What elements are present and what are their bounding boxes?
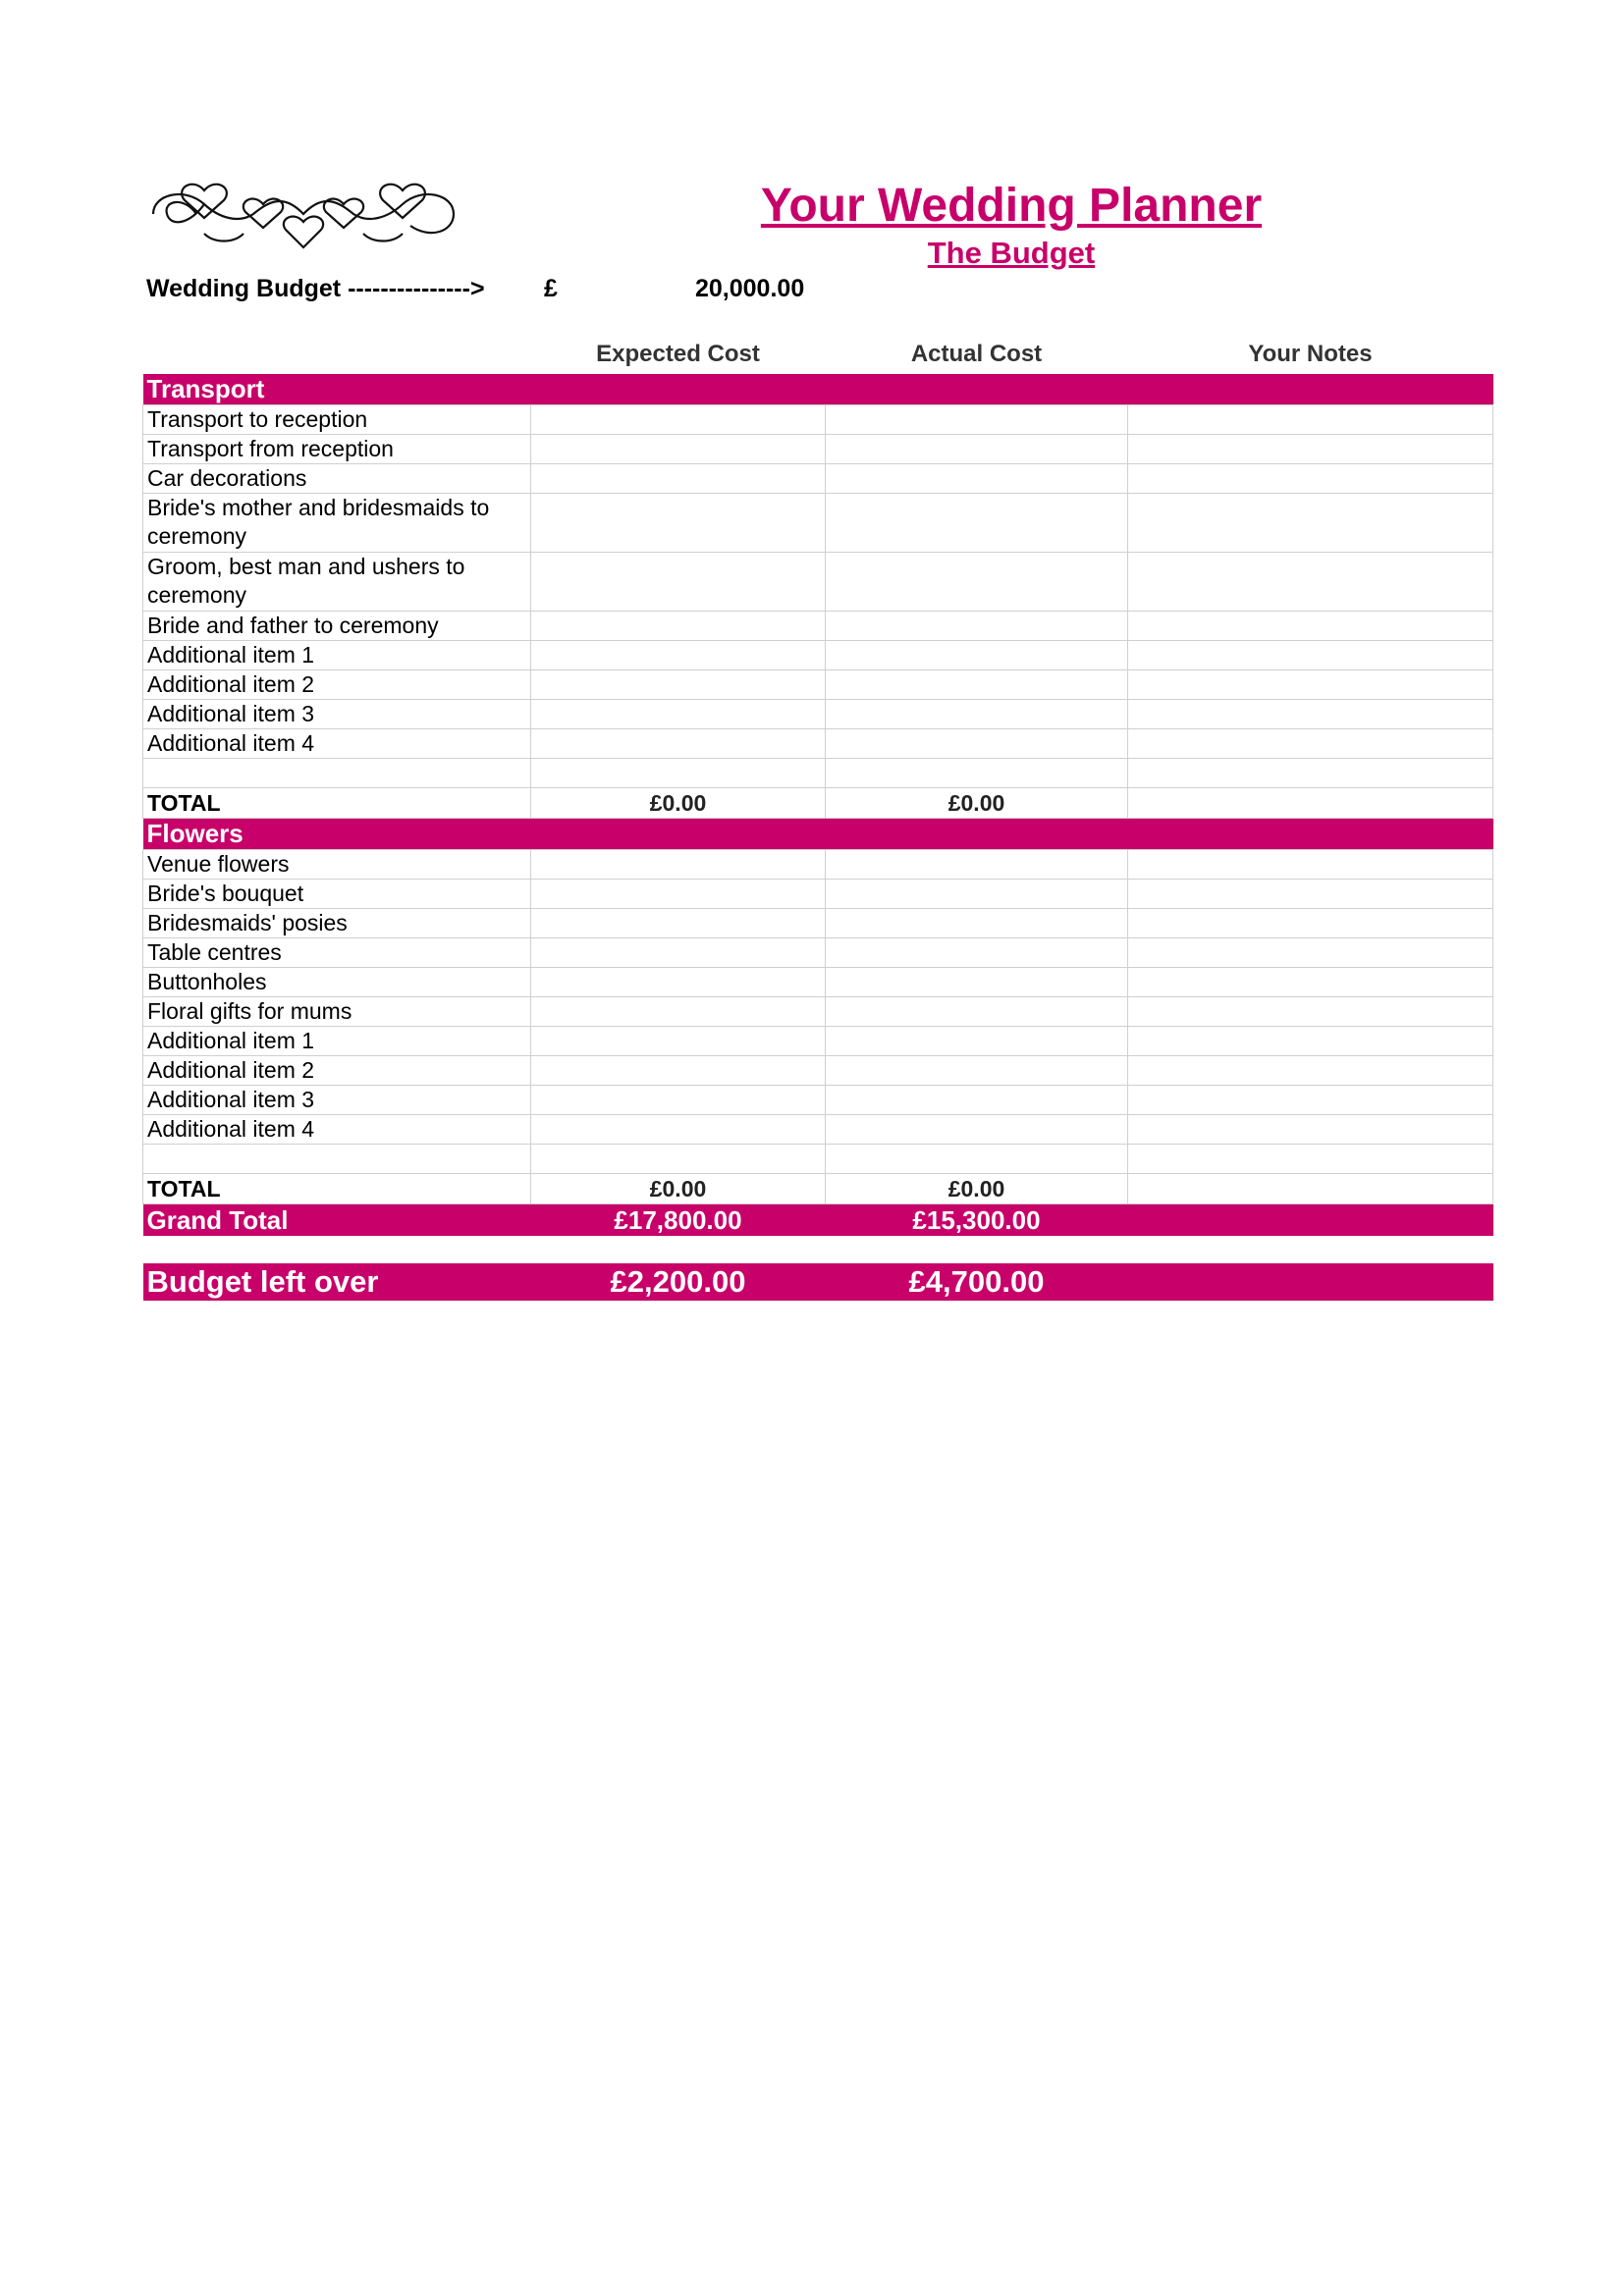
budget-left-notes	[1128, 1263, 1493, 1301]
expected-cost-cell[interactable]	[531, 938, 826, 968]
item-label: Additional item 2	[143, 1056, 531, 1086]
expected-cost-cell[interactable]	[531, 700, 826, 729]
actual-cost-cell[interactable]	[826, 494, 1128, 553]
actual-cost-cell[interactable]	[826, 435, 1128, 464]
table-row	[143, 494, 1493, 553]
grand-total-notes	[1128, 1204, 1493, 1237]
total-notes	[1128, 788, 1493, 819]
blank-row	[143, 1145, 1493, 1174]
notes-cell[interactable]	[1128, 464, 1493, 494]
budget-table	[142, 335, 1493, 1301]
actual-cost-cell[interactable]	[826, 880, 1128, 909]
expected-cost-cell[interactable]	[531, 1115, 826, 1145]
notes-cell[interactable]	[1128, 700, 1493, 729]
expected-cost-cell[interactable]	[531, 612, 826, 641]
expected-cost-cell[interactable]	[531, 494, 826, 553]
notes-cell[interactable]	[1128, 1086, 1493, 1115]
notes-cell[interactable]	[1128, 494, 1493, 553]
column-header-notes: Your Notes	[1248, 341, 1373, 367]
grand-total-label: Grand Total	[143, 1204, 531, 1237]
total-actual: £0.00	[826, 1174, 1128, 1204]
wedding-budget-amount[interactable]: 20,000.00	[695, 275, 805, 302]
actual-cost-cell[interactable]	[826, 612, 1128, 641]
expected-cost-cell[interactable]	[531, 553, 826, 612]
actual-cost-cell[interactable]	[826, 700, 1128, 729]
notes-cell[interactable]	[1128, 850, 1493, 880]
actual-cost-cell[interactable]	[826, 997, 1128, 1027]
spacer-row	[143, 1236, 1493, 1263]
table-row	[143, 405, 1493, 435]
notes-cell[interactable]	[1128, 968, 1493, 997]
table-row	[143, 968, 1493, 997]
notes-cell[interactable]	[1128, 938, 1493, 968]
table-row	[143, 670, 1493, 700]
table-row	[143, 435, 1493, 464]
blank-cell[interactable]	[826, 759, 1128, 788]
item-label: Additional item 2	[143, 670, 531, 700]
total-label: TOTAL	[143, 788, 531, 819]
expected-cost-cell[interactable]	[531, 880, 826, 909]
budget-left-label: Budget left over	[143, 1263, 531, 1301]
table-row	[143, 850, 1493, 880]
item-label: Bride's mother and bridesmaids to ceremony	[143, 494, 531, 553]
table-row	[143, 1056, 1493, 1086]
total-actual: £0.00	[826, 788, 1128, 819]
wedding-budget-label: Wedding Budget --------------->	[146, 275, 485, 302]
expected-cost-cell[interactable]	[531, 641, 826, 670]
item-label: Additional item 3	[143, 1086, 531, 1115]
actual-cost-cell[interactable]	[826, 1115, 1128, 1145]
expected-cost-cell[interactable]	[531, 1027, 826, 1056]
hearts-ornament-icon	[145, 175, 461, 253]
actual-cost-cell[interactable]	[826, 968, 1128, 997]
budget-left-actual: £4,700.00	[826, 1263, 1128, 1301]
total-notes	[1128, 1174, 1493, 1204]
expected-cost-cell[interactable]	[531, 968, 826, 997]
notes-cell[interactable]	[1128, 405, 1493, 435]
table-row	[143, 1027, 1493, 1056]
page-title: Your Wedding Planner	[760, 180, 1263, 232]
actual-cost-cell[interactable]	[826, 938, 1128, 968]
grand-total-actual: £15,300.00	[826, 1204, 1128, 1237]
blank-cell[interactable]	[531, 1145, 826, 1174]
notes-cell[interactable]	[1128, 729, 1493, 759]
expected-cost-cell[interactable]	[531, 850, 826, 880]
actual-cost-cell[interactable]	[826, 1086, 1128, 1115]
notes-cell[interactable]	[1128, 435, 1493, 464]
column-header-actual: Actual Cost	[910, 341, 1043, 367]
flowers-total-row	[143, 1174, 1493, 1204]
table-row	[143, 553, 1493, 612]
table-row	[143, 1086, 1493, 1115]
expected-cost-cell[interactable]	[531, 729, 826, 759]
table-row	[143, 1115, 1493, 1145]
blank-row	[143, 759, 1493, 788]
actual-cost-cell[interactable]	[826, 670, 1128, 700]
blank-cell[interactable]	[531, 759, 826, 788]
actual-cost-cell[interactable]	[826, 641, 1128, 670]
actual-cost-cell[interactable]	[826, 1056, 1128, 1086]
item-label: Venue flowers	[143, 850, 531, 880]
actual-cost-cell[interactable]	[826, 909, 1128, 938]
grand-total-expected: £17,800.00	[531, 1204, 826, 1237]
actual-cost-cell[interactable]	[826, 729, 1128, 759]
item-label: Additional item 3	[143, 700, 531, 729]
table-row	[143, 938, 1493, 968]
total-label: TOTAL	[143, 1174, 531, 1204]
expected-cost-cell[interactable]	[531, 405, 826, 435]
item-label: Additional item 4	[143, 1115, 531, 1145]
expected-cost-cell[interactable]	[531, 1086, 826, 1115]
table-row	[143, 464, 1493, 494]
item-label: Table centres	[143, 938, 531, 968]
item-label: Transport to reception	[143, 405, 531, 435]
table-row	[143, 997, 1493, 1027]
item-label: Additional item 4	[143, 729, 531, 759]
column-header-row	[143, 335, 1493, 374]
section-header-flowers	[143, 819, 1493, 850]
blank-cell[interactable]	[1128, 759, 1493, 788]
notes-cell[interactable]	[1128, 1056, 1493, 1086]
budget-left-expected: £2,200.00	[531, 1263, 826, 1301]
section-title: Flowers	[143, 819, 1493, 850]
column-header-item	[143, 335, 531, 374]
notes-cell[interactable]	[1128, 1027, 1493, 1056]
actual-cost-cell[interactable]	[826, 553, 1128, 612]
wedding-budget-currency: £	[544, 275, 558, 302]
item-label: Groom, best man and ushers to ceremony	[143, 553, 531, 612]
actual-cost-cell[interactable]	[826, 1027, 1128, 1056]
expected-cost-cell[interactable]	[531, 909, 826, 938]
item-label: Bridesmaids' posies	[143, 909, 531, 938]
spacer-cell	[143, 1236, 1493, 1263]
notes-cell[interactable]	[1128, 553, 1493, 612]
item-label: Bride and father to ceremony	[143, 612, 531, 641]
actual-cost-cell[interactable]	[826, 464, 1128, 494]
expected-cost-cell[interactable]	[531, 435, 826, 464]
item-label: Additional item 1	[143, 641, 531, 670]
blank-cell[interactable]	[143, 759, 531, 788]
column-header-expected: Expected Cost	[596, 341, 760, 367]
item-label: Buttonholes	[143, 968, 531, 997]
blank-cell[interactable]	[143, 1145, 531, 1174]
blank-cell[interactable]	[1128, 1145, 1493, 1174]
actual-cost-cell[interactable]	[826, 405, 1128, 435]
blank-cell[interactable]	[826, 1145, 1128, 1174]
budget-left-row	[143, 1263, 1493, 1301]
table-row	[143, 612, 1493, 641]
notes-cell[interactable]	[1128, 880, 1493, 909]
transport-total-row	[143, 788, 1493, 819]
item-label: Additional item 1	[143, 1027, 531, 1056]
item-label: Floral gifts for mums	[143, 997, 531, 1027]
section-title: Transport	[143, 374, 1493, 405]
notes-cell[interactable]	[1128, 612, 1493, 641]
notes-cell[interactable]	[1128, 997, 1493, 1027]
expected-cost-cell[interactable]	[531, 464, 826, 494]
item-label: Transport from reception	[143, 435, 531, 464]
table-row	[143, 641, 1493, 670]
total-expected: £0.00	[531, 788, 826, 819]
table-row	[143, 880, 1493, 909]
page-subtitle: The Budget	[927, 236, 1096, 270]
notes-cell[interactable]	[1128, 641, 1493, 670]
expected-cost-cell[interactable]	[531, 1056, 826, 1086]
item-label: Bride's bouquet	[143, 880, 531, 909]
actual-cost-cell[interactable]	[826, 850, 1128, 880]
expected-cost-cell[interactable]	[531, 670, 826, 700]
notes-cell[interactable]	[1128, 909, 1493, 938]
grand-total-row	[143, 1204, 1493, 1237]
expected-cost-cell[interactable]	[531, 997, 826, 1027]
total-expected: £0.00	[531, 1174, 826, 1204]
section-header-transport	[143, 374, 1493, 405]
item-label: Car decorations	[143, 464, 531, 494]
table-row	[143, 700, 1493, 729]
notes-cell[interactable]	[1128, 670, 1493, 700]
table-row	[143, 729, 1493, 759]
notes-cell[interactable]	[1128, 1115, 1493, 1145]
table-row	[143, 909, 1493, 938]
